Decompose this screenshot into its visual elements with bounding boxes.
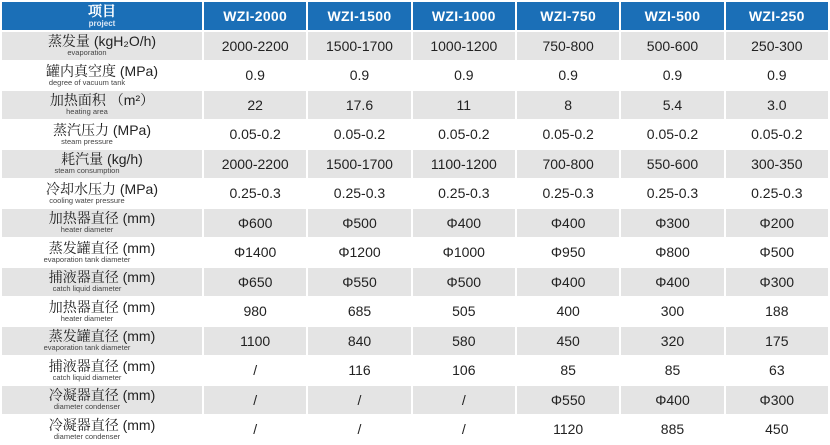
table-cell: 250-300 <box>726 32 828 60</box>
table-cell: 0.05-0.2 <box>517 121 619 149</box>
table-cell: 0.25-0.3 <box>517 180 619 208</box>
table-cell: / <box>413 416 515 444</box>
table-cell: 1100-1200 <box>413 150 515 178</box>
header-row <box>2 2 828 30</box>
table-cell: 175 <box>726 327 828 355</box>
header-model-1: WZI-1500 <box>308 2 410 30</box>
table-cell: 8 <box>517 91 619 119</box>
table-cell: Φ300 <box>726 386 828 414</box>
table-cell: / <box>204 386 306 414</box>
table-cell: 300-350 <box>726 150 828 178</box>
row-label-cell <box>2 298 202 326</box>
row-label: 加热器直径 (mm) <box>48 298 156 315</box>
table-cell: 1120 <box>517 416 619 444</box>
table-cell: Φ500 <box>308 209 410 237</box>
table-cell: 1000-1200 <box>413 32 515 60</box>
header-model-2: WZI-1000 <box>413 2 515 30</box>
table-cell: 550-600 <box>621 150 723 178</box>
row-sublabel: evaporation tank diameter <box>43 343 131 353</box>
table-cell: 750-800 <box>517 32 619 60</box>
table-cell: 0.9 <box>621 62 723 90</box>
table-cell: 1100 <box>204 327 306 355</box>
row-label-cell <box>2 121 202 149</box>
row-label-cell <box>2 62 202 90</box>
table-row <box>2 416 828 444</box>
header-model-0: WZI-2000 <box>204 2 306 30</box>
table-cell: 685 <box>308 298 410 326</box>
row-sublabel: cooling water pressure <box>49 195 125 205</box>
table-cell: 63 <box>726 357 828 385</box>
table-cell: 17.6 <box>308 91 410 119</box>
table-row <box>2 357 828 385</box>
table-cell: 0.9 <box>204 62 306 90</box>
row-label: 加热面积 （m²） <box>49 92 155 109</box>
table-cell: 22 <box>204 91 306 119</box>
table-row <box>2 121 828 149</box>
table-cell: 0.05-0.2 <box>726 121 828 149</box>
row-sublabel: heater diameter <box>60 313 114 323</box>
row-label: 蒸发罐直径 (mm) <box>48 328 156 345</box>
header-item-sub: project <box>88 19 116 28</box>
row-sublabel: evaporation tank diameter <box>43 254 131 264</box>
table-cell: Φ1400 <box>204 239 306 267</box>
table-cell: 2000-2200 <box>204 32 306 60</box>
row-sublabel: steam consumption <box>54 166 120 176</box>
table-cell: 106 <box>413 357 515 385</box>
table-cell: Φ600 <box>204 209 306 237</box>
row-label-cell <box>2 32 202 60</box>
table-cell: / <box>204 416 306 444</box>
table-row <box>2 91 828 119</box>
table-cell: Φ400 <box>621 386 723 414</box>
table-cell: 400 <box>517 298 619 326</box>
row-label: 耗汽量 (kg/h) <box>61 151 143 168</box>
table-cell: 0.25-0.3 <box>621 180 723 208</box>
table-row <box>2 32 828 60</box>
table-cell: Φ650 <box>204 268 306 296</box>
table-row <box>2 327 828 355</box>
row-label: 蒸发罐直径 (mm) <box>48 239 156 256</box>
table-cell: 885 <box>621 416 723 444</box>
row-label-cell <box>2 357 202 385</box>
table-cell: 0.05-0.2 <box>413 121 515 149</box>
table-cell: 3.0 <box>726 91 828 119</box>
table-cell: 188 <box>726 298 828 326</box>
table-cell: 116 <box>308 357 410 385</box>
row-sublabel: heating area <box>66 107 108 117</box>
table-cell: Φ800 <box>621 239 723 267</box>
table-cell: 320 <box>621 327 723 355</box>
table-cell: 0.9 <box>726 62 828 90</box>
table-cell: / <box>308 386 410 414</box>
table-cell: 0.05-0.2 <box>204 121 306 149</box>
table-cell: Φ400 <box>517 209 619 237</box>
row-label-cell <box>2 327 202 355</box>
row-sublabel: diameter condenser <box>53 402 121 412</box>
row-label: 加热器直径 (mm) <box>48 210 156 227</box>
table-cell: 0.25-0.3 <box>413 180 515 208</box>
row-label: 蒸汽压力 (MPa) <box>53 121 151 138</box>
table-cell: 450 <box>517 327 619 355</box>
row-label-cell <box>2 416 202 444</box>
header-cell-item <box>2 2 202 30</box>
row-label: 罐内真空度 (MPa) <box>46 62 158 79</box>
table-cell: 85 <box>517 357 619 385</box>
table-cell: Φ200 <box>726 209 828 237</box>
row-label: 捕液器直径 (mm) <box>48 269 156 286</box>
table-row <box>2 268 828 296</box>
row-label-cell <box>2 239 202 267</box>
table-cell: 11 <box>413 91 515 119</box>
table-row <box>2 386 828 414</box>
table-cell: / <box>308 416 410 444</box>
header-model-5: WZI-250 <box>726 2 828 30</box>
table-cell: 580 <box>413 327 515 355</box>
table-row <box>2 180 828 208</box>
table-cell: Φ550 <box>308 268 410 296</box>
table-row <box>2 150 828 178</box>
table-cell: 700-800 <box>517 150 619 178</box>
row-sublabel: catch liquid diameter <box>52 284 122 294</box>
table-cell: Φ400 <box>621 268 723 296</box>
table-body <box>2 32 828 443</box>
row-label: 冷凝器直径 (mm) <box>48 387 156 404</box>
row-label-cell <box>2 150 202 178</box>
table-cell: Φ400 <box>413 209 515 237</box>
table-row <box>2 239 828 267</box>
table-cell: Φ300 <box>621 209 723 237</box>
row-label: 捕液器直径 (mm) <box>48 357 156 374</box>
row-label-cell <box>2 268 202 296</box>
table-cell: Φ400 <box>517 268 619 296</box>
table-cell: 85 <box>621 357 723 385</box>
table-cell: 1500-1700 <box>308 150 410 178</box>
table-cell: 0.25-0.3 <box>204 180 306 208</box>
table-cell: 840 <box>308 327 410 355</box>
row-label: 冷却水压力 (MPa) <box>46 180 158 197</box>
table-cell: 500-600 <box>621 32 723 60</box>
table-cell: 450 <box>726 416 828 444</box>
table-cell: 0.05-0.2 <box>308 121 410 149</box>
table-cell: 5.4 <box>621 91 723 119</box>
row-sublabel: diameter condenser <box>53 431 121 441</box>
header-item-label: 项目 <box>88 3 116 19</box>
row-label-cell <box>2 91 202 119</box>
table-cell: 0.25-0.3 <box>308 180 410 208</box>
table-cell: / <box>413 386 515 414</box>
table-cell: 2000-2200 <box>204 150 306 178</box>
table-row <box>2 62 828 90</box>
table-cell: 0.25-0.3 <box>726 180 828 208</box>
table-cell: 505 <box>413 298 515 326</box>
row-sublabel: evaporation <box>67 48 107 58</box>
table-cell: Φ300 <box>726 268 828 296</box>
row-sublabel: steam pressure <box>61 136 113 146</box>
table-cell: Φ1000 <box>413 239 515 267</box>
table-cell: Φ550 <box>517 386 619 414</box>
table-row <box>2 209 828 237</box>
row-sublabel: heater diameter <box>60 225 114 235</box>
table-cell: 0.9 <box>308 62 410 90</box>
row-label-cell <box>2 386 202 414</box>
row-sublabel: degree of vacuum tank <box>48 77 126 87</box>
header-model-3: WZI-750 <box>517 2 619 30</box>
row-sublabel: catch liquid diameter <box>52 372 122 382</box>
row-label: 冷凝器直径 (mm) <box>48 416 156 433</box>
row-label-cell <box>2 209 202 237</box>
table-cell: 300 <box>621 298 723 326</box>
table-cell: 0.9 <box>413 62 515 90</box>
table-cell: Φ500 <box>726 239 828 267</box>
table-cell: Φ500 <box>413 268 515 296</box>
table-cell: 0.9 <box>517 62 619 90</box>
table-cell: / <box>204 357 306 385</box>
header-model-4: WZI-500 <box>621 2 723 30</box>
row-label: 蒸发量 (kgH₂O/h) <box>47 33 157 50</box>
row-label-cell <box>2 180 202 208</box>
table-cell: Φ1200 <box>308 239 410 267</box>
table-cell: Φ950 <box>517 239 619 267</box>
table-cell: 1500-1700 <box>308 32 410 60</box>
table-cell: 980 <box>204 298 306 326</box>
table-cell: 0.05-0.2 <box>621 121 723 149</box>
table-row <box>2 298 828 326</box>
